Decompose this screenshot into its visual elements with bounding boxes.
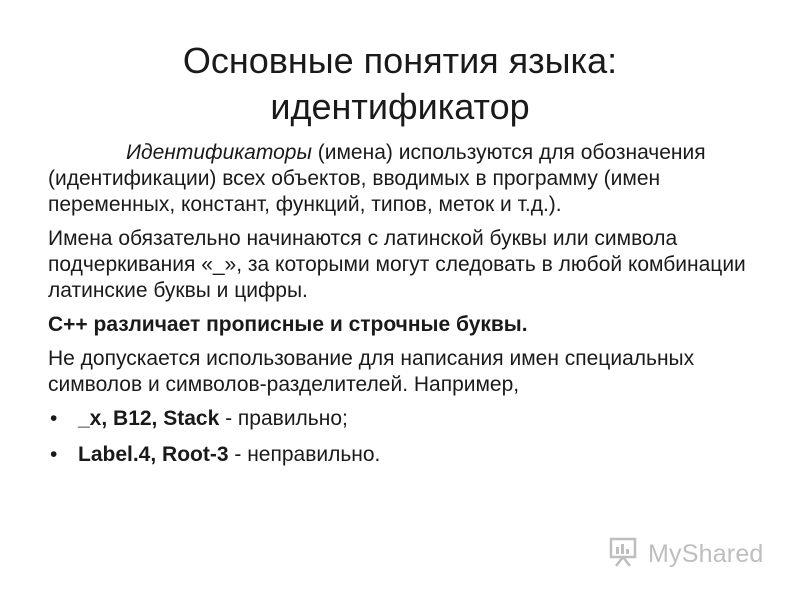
paragraph-naming-rule: Имена обязательно начинаются с латинской буквы или символа подчеркивания «_», за которыми могут следовать в любой комбинации латинские буквы и цифры.: [48, 227, 746, 302]
paragraph-definition: [48, 140, 768, 218]
definition-text: (имена) используются для обозначения (идентификации) всех объектов, вводимых в программу (имен переменных, констант, функций, типов, меток и т.д.).: [48, 141, 706, 216]
watermark: [608, 536, 764, 572]
invalid-examples: Label.4, Root-3: [78, 443, 229, 466]
title-line-2: идентификатор: [270, 86, 530, 128]
list-item-valid: [48, 406, 768, 432]
bullet-icon: •: [50, 407, 58, 430]
myshared-logo-icon: [608, 535, 642, 574]
valid-label: - правильно;: [219, 407, 348, 430]
paragraph-case-sensitivity: C++ различает прописные и строчные буквы.: [48, 313, 528, 336]
bullet-icon: •: [50, 443, 58, 466]
example-list: [48, 406, 768, 468]
title-line-1: Основные понятия языка:: [182, 40, 618, 82]
watermark-text: MyShared: [648, 539, 764, 568]
list-item-invalid: [48, 442, 768, 468]
slide-body: [48, 140, 768, 478]
invalid-label: - неправильно.: [228, 443, 381, 466]
valid-examples: _x, B12, Stack: [78, 407, 220, 430]
slide-title: [0, 38, 800, 130]
term-identifiers: Идентификаторы: [126, 141, 312, 164]
paragraph-forbidden-symbols: Не допускается использование для написания имен специальных символов и символов-разделителей. Например,: [48, 347, 695, 396]
